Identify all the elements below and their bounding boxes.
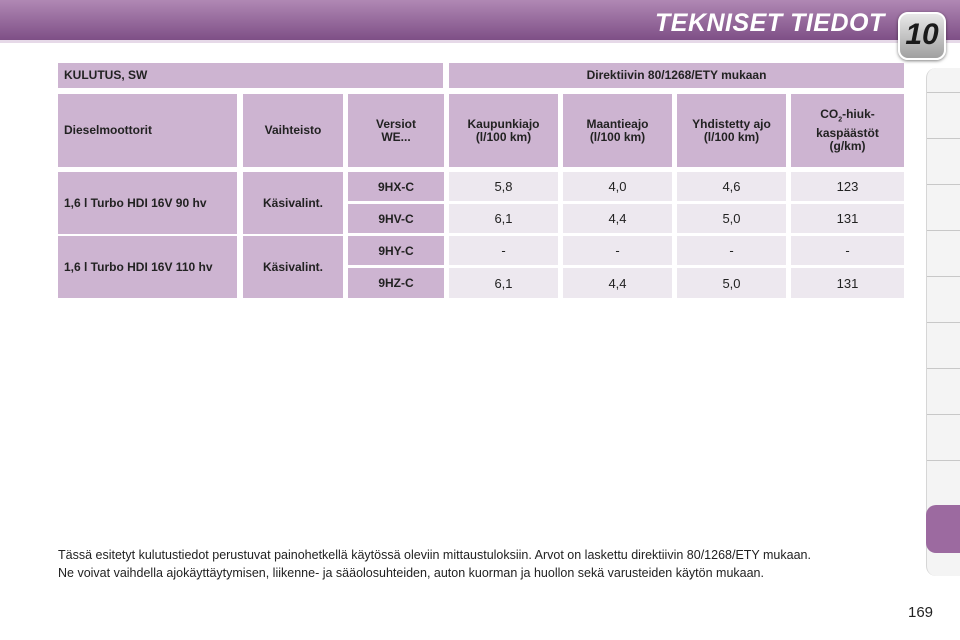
chapter-tab-divider <box>927 230 960 231</box>
table-cell-city: - <box>449 236 558 265</box>
consumption-table <box>58 63 904 299</box>
column-header-versions: Versiot WE... <box>348 94 444 167</box>
footnote-paragraph-2: Ne voivat vaihdella ajokäyttäytymisen, liikenne- ja sääolosuhteiden, auton kuorman ja huollon sekä varusteiden käytön mukaan. <box>58 566 764 580</box>
column-header-gearbox: Vaihteisto <box>243 94 343 167</box>
column-header-highway: Maantieajo (l/100 km) <box>563 94 672 167</box>
table-cell-co2: - <box>791 236 904 265</box>
chapter-tab-divider <box>927 460 960 461</box>
table-cell-combined: - <box>677 236 786 265</box>
column-header-engine: Dieselmoottorit <box>58 94 237 167</box>
gearbox-group-1: Käsivalint. <box>243 172 343 234</box>
footnote <box>58 548 904 584</box>
table-cell-co2: 131 <box>791 268 904 298</box>
footnote-paragraph-1: Tässä esitetyt kulutustiedot perustuvat painohetkellä käytössä oleviin mittaustuloksiin. Arvot on laskettu direktiivin 80/1268/ETY mukaan. <box>58 548 811 562</box>
table-cell-city: 6,1 <box>449 268 558 298</box>
table-cell-highway: - <box>563 236 672 265</box>
chapter-tab-divider <box>927 276 960 277</box>
co2-label <box>805 108 890 152</box>
engine-group-1: 1,6 l Turbo HDI 16V 90 hv <box>58 172 237 234</box>
column-header-city: Kaupunkiajo (l/100 km) <box>449 94 558 167</box>
co2-suffix: -hiuk-kaspäästöt (g/km) <box>816 107 879 153</box>
chapter-tab-active <box>926 505 960 553</box>
table-row-version: 9HZ-C <box>348 268 444 298</box>
chapter-tab-divider <box>927 184 960 185</box>
table-cell-combined: 4,6 <box>677 172 786 201</box>
table-row-version: 9HV-C <box>348 204 444 233</box>
chapter-title: TEKNISET TIEDOT <box>655 9 885 37</box>
chapter-tab-divider <box>927 322 960 323</box>
chapter-tab-divider <box>927 138 960 139</box>
table-row-version: 9HX-C <box>348 172 444 201</box>
chapter-tabs <box>926 68 960 576</box>
table-directive: Direktiivin 80/1268/ETY mukaan <box>449 63 904 88</box>
table-cell-city: 6,1 <box>449 204 558 233</box>
chapter-tab-divider <box>927 414 960 415</box>
table-cell-combined: 5,0 <box>677 204 786 233</box>
table-title: KULUTUS, SW <box>58 63 443 88</box>
table-row-version: 9HY-C <box>348 236 444 265</box>
co2-subscript: 2 <box>838 116 843 124</box>
chapter-tab-divider <box>927 368 960 369</box>
chapter-tab-divider <box>927 92 960 93</box>
page-header <box>0 0 960 56</box>
engine-group-2: 1,6 l Turbo HDI 16V 110 hv <box>58 236 237 298</box>
table-cell-highway: 4,4 <box>563 204 672 233</box>
header-divider <box>0 40 960 43</box>
chapter-badge <box>898 12 946 60</box>
column-header-co2 <box>791 94 904 167</box>
table-cell-co2: 123 <box>791 172 904 201</box>
column-header-combined: Yhdistetty ajo (l/100 km) <box>677 94 786 167</box>
chapter-number: 10 <box>905 18 939 51</box>
table-cell-co2: 131 <box>791 204 904 233</box>
table-cell-highway: 4,4 <box>563 268 672 298</box>
co2-prefix: CO <box>820 107 839 122</box>
table-cell-city: 5,8 <box>449 172 558 201</box>
page-number: 169 <box>908 604 934 621</box>
gearbox-group-2: Käsivalint. <box>243 236 343 298</box>
table-cell-highway: 4,0 <box>563 172 672 201</box>
table-cell-combined: 5,0 <box>677 268 786 298</box>
